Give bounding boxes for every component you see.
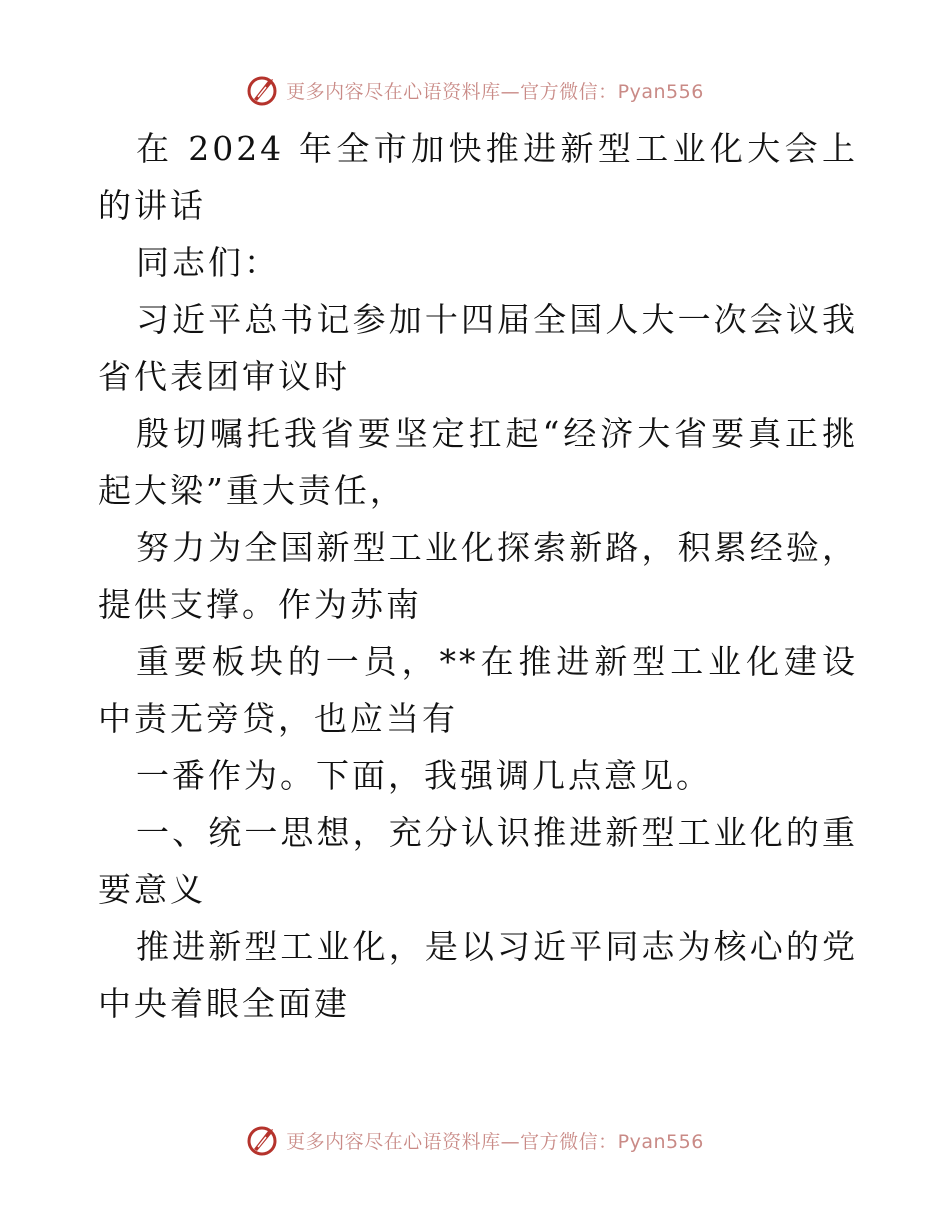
footer-brand-text: 更多内容尽在心语资料库: [286, 1130, 501, 1153]
document-body: [98, 120, 858, 1032]
footer-wechat-text: 官方微信：Pyan556: [520, 1130, 704, 1153]
paragraph: 习近平总书记参加十四届全国人大一次会议我省代表团审议时: [98, 300, 858, 396]
paragraph: 重要板块的一员，**在推进新型工业化建设中责无旁贷，也应当有: [98, 642, 858, 738]
paragraph: 推进新型工业化，是以习近平同志为核心的党中央着眼全面建: [98, 927, 858, 1023]
paragraph: 努力为全国新型工业化探索新路，积累经验，提供支撑。作为苏南: [98, 528, 858, 624]
header-brand-text: 更多内容尽在心语资料库: [286, 80, 501, 103]
quill-pen-circle-icon: [246, 73, 280, 107]
quill-pen-circle-icon: [246, 1123, 280, 1157]
paragraph: 同志们：: [136, 243, 280, 282]
footer-separator: —: [500, 1130, 521, 1153]
header-banner-text: [286, 77, 704, 104]
footer-banner: [0, 1120, 950, 1160]
section-heading: 一、统一思想，充分认识推进新型工业化的重要意义: [98, 813, 858, 909]
document-title: 在 2024 年全市加快推进新型工业化大会上的讲话: [98, 129, 858, 225]
paragraph: 一番作为。下面，我强调几点意见。: [136, 756, 712, 795]
header-separator: —: [500, 80, 521, 103]
paragraph: 殷切嘱托我省要坚定扛起“经济大省要真正挑起大梁”重大责任，: [98, 414, 858, 510]
footer-banner-text: [286, 1127, 704, 1154]
header-banner: [0, 70, 950, 110]
header-wechat-text: 官方微信：Pyan556: [520, 80, 704, 103]
